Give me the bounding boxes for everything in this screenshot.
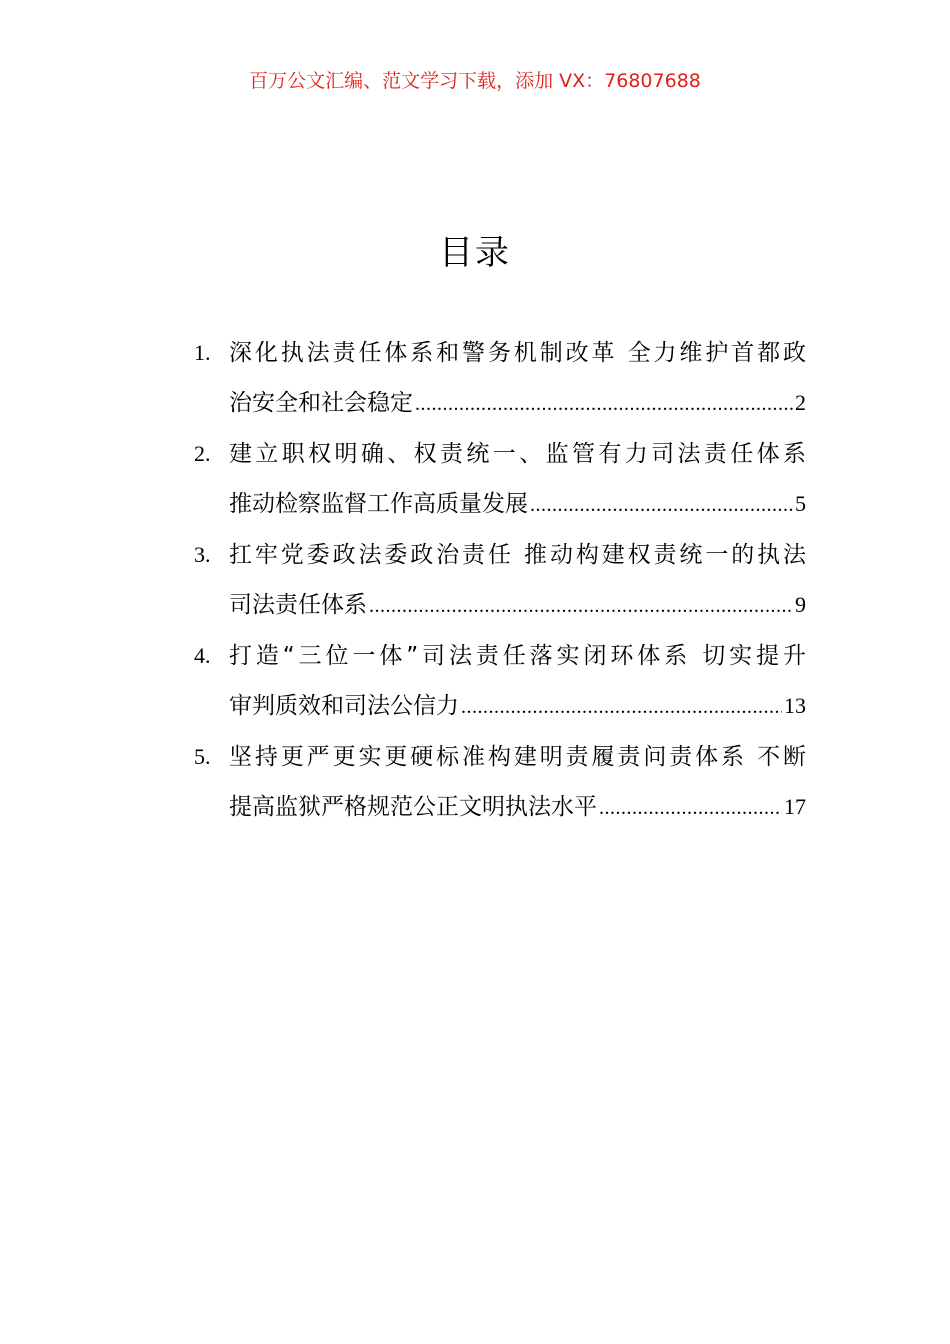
toc-entry-5[interactable] (194, 732, 806, 833)
toc-entry-title-line1: 扛牢党委政法委政治责任 推动构建权责统一的执法 (229, 542, 806, 568)
toc-entry-title-line1: 建立职权明确、权责统一、监管有力司法责任体系 (229, 441, 806, 467)
toc-dot-leader (461, 682, 782, 732)
toc-entry-title-line2-row (229, 479, 806, 530)
toc-entry-4[interactable] (194, 631, 806, 732)
toc-entry-number: 3. (194, 542, 211, 567)
toc-entry-title-line2-row (229, 782, 806, 833)
toc-entry-title-line2: 审判质效和司法公信力 (229, 693, 459, 719)
toc-entry-title-line2-row (229, 681, 806, 732)
toc-page-number: 17 (784, 794, 806, 819)
toc-entry-3[interactable] (194, 530, 806, 631)
toc-dot-leader (599, 783, 782, 833)
toc-dot-leader (530, 480, 793, 530)
toc-page-number: 13 (784, 693, 806, 718)
toc-dot-leader (415, 379, 793, 429)
table-of-contents (194, 328, 806, 833)
toc-entry-title-line1: 深化执法责任体系和警务机制改革 全力维护首都政 (229, 340, 806, 366)
toc-entry-title-line1: 打造“三位一体”司法责任落实闭环体系 切实提升 (229, 643, 806, 669)
toc-page-number: 9 (795, 592, 806, 617)
toc-entry-title-line2-row (229, 378, 806, 429)
toc-entry-title-line2-row (229, 580, 806, 631)
page-title: 目录 (439, 233, 511, 273)
toc-entry-number: 4. (194, 643, 211, 668)
toc-entry-title-line1: 坚持更严更实更硬标准构建明责履责问责体系 不断 (229, 744, 806, 770)
toc-entry-1[interactable] (194, 328, 806, 429)
toc-page-number: 2 (795, 390, 806, 415)
toc-dot-leader (369, 581, 793, 631)
toc-entry-number: 5. (194, 744, 211, 769)
header-note: 百万公文汇编、范文学习下载，添加 VX：76807688 (249, 70, 701, 92)
toc-entry-title-line2: 提高监狱严格规范公正文明执法水平 (229, 794, 597, 820)
toc-entry-number: 2. (194, 441, 211, 466)
toc-entry-title-line2: 司法责任体系 (229, 592, 367, 618)
toc-entry-title-line2: 推动检察监督工作高质量发展 (229, 491, 528, 517)
toc-entry-number: 1. (194, 340, 211, 365)
toc-entry-2[interactable] (194, 429, 806, 530)
toc-page-number: 5 (795, 491, 806, 516)
toc-entry-title-line2: 治安全和社会稳定 (229, 390, 413, 416)
